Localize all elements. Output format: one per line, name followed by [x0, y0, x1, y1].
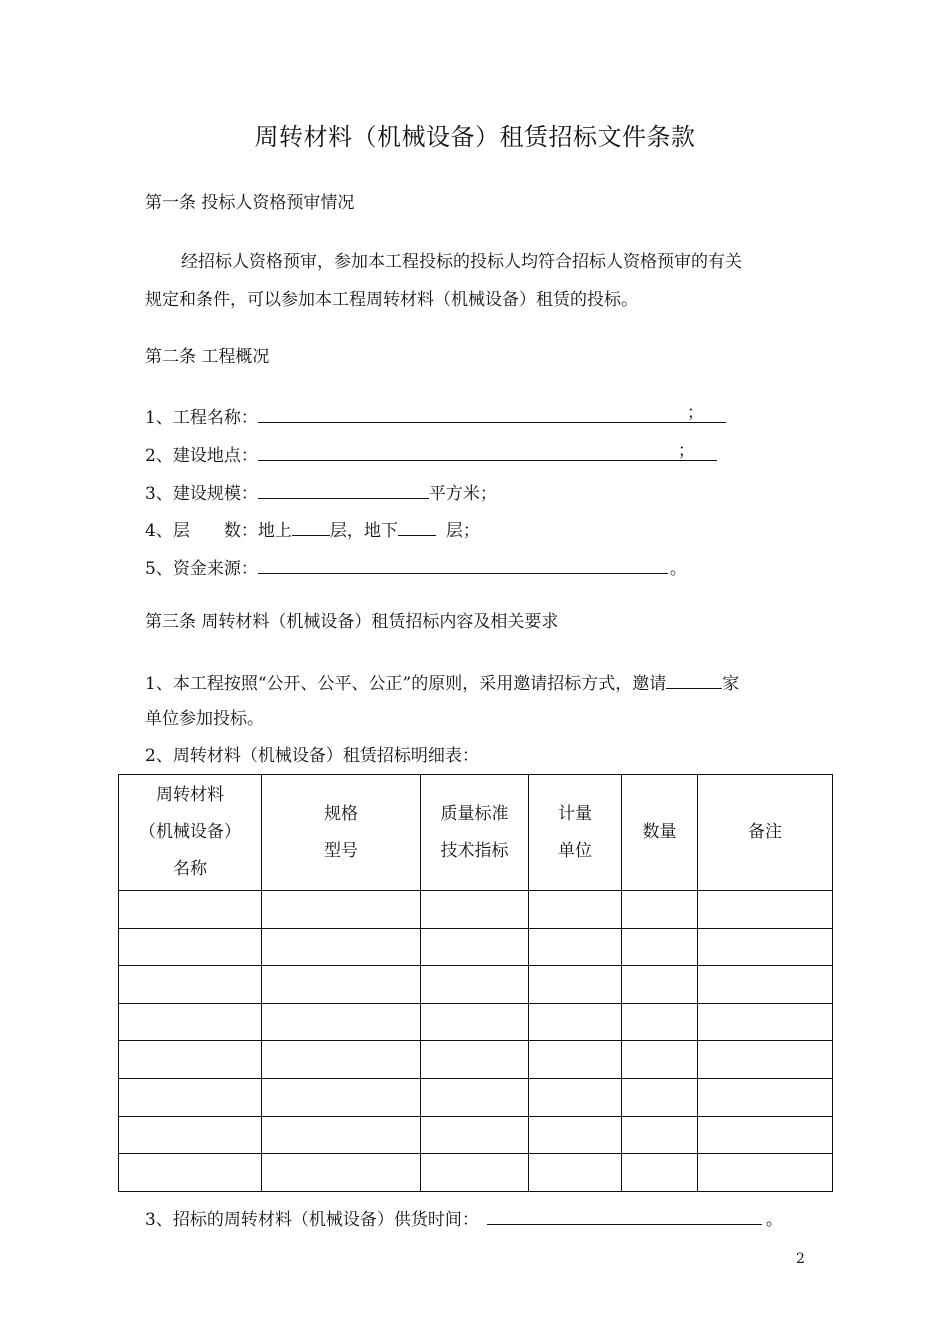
article2-heading: 第二条 工程概况 — [145, 347, 270, 367]
floors-end: 层； — [445, 521, 480, 541]
project-name-tail: ； — [686, 403, 704, 423]
site-location-line — [145, 443, 717, 466]
supply-time-blank — [487, 1207, 762, 1225]
header-name-line3: 名称 — [173, 859, 207, 879]
table-cell[interactable] — [421, 966, 529, 1004]
table-row — [119, 1041, 833, 1079]
header-quality-line2: 技术指标 — [440, 840, 509, 861]
table-cell[interactable] — [529, 966, 622, 1004]
table-cell[interactable] — [698, 928, 833, 966]
table-cell[interactable] — [698, 1116, 833, 1154]
table-cell[interactable] — [421, 1041, 529, 1079]
floors-mid: 层，地下 — [329, 521, 398, 541]
header-unit-line1: 计量 — [558, 803, 592, 824]
floors-above-blank — [292, 518, 330, 536]
table-cell[interactable] — [119, 1154, 262, 1192]
supply-time-end: 。 — [765, 1210, 783, 1230]
table-cell[interactable] — [119, 1003, 262, 1041]
table-cell[interactable] — [622, 1041, 698, 1079]
header-name — [119, 775, 262, 891]
table-cell[interactable] — [262, 966, 421, 1004]
table-cell[interactable] — [421, 891, 529, 929]
table-row — [119, 928, 833, 966]
table-cell[interactable] — [262, 891, 421, 929]
table-cell[interactable] — [421, 928, 529, 966]
site-location-tail: ； — [677, 441, 695, 461]
table-cell[interactable] — [262, 1041, 421, 1079]
floors-below-blank — [398, 518, 436, 536]
site-location-blank — [258, 443, 717, 461]
header-quality-line1: 质量标准 — [440, 803, 509, 824]
header-spec-line1: 规格 — [324, 803, 358, 824]
table-cell[interactable] — [622, 966, 698, 1004]
document-title: 周转材料（机械设备）租赁招标文件条款 — [254, 123, 696, 151]
table-cell[interactable] — [529, 928, 622, 966]
table-row — [119, 891, 833, 929]
table-row — [119, 1003, 833, 1041]
scale-label: 3、建设规模： — [145, 484, 258, 504]
table-cell[interactable] — [529, 1078, 622, 1116]
table-cell[interactable] — [262, 1078, 421, 1116]
funding-end: 。 — [669, 559, 687, 579]
table-cell[interactable] — [698, 891, 833, 929]
table-row — [119, 966, 833, 1004]
scale-blank — [258, 481, 429, 499]
table-cell[interactable] — [262, 1154, 421, 1192]
site-location-label: 2、建设地点： — [145, 446, 258, 466]
article1-paragraph-line2: 规定和条件，可以参加本工程周转材料（机械设备）租赁的投标。 — [145, 290, 638, 310]
table-row — [119, 1116, 833, 1154]
invitation-text: 1、本工程按照“公开、公平、公正”的原则，采用邀请招标方式，邀请 — [145, 674, 667, 694]
funding-label: 5、资金来源： — [145, 559, 258, 579]
header-quality — [421, 775, 529, 891]
table-cell[interactable] — [529, 1154, 622, 1192]
project-name-blank — [258, 405, 726, 423]
floors-line — [145, 518, 480, 541]
funding-line — [145, 556, 687, 579]
table-cell[interactable] — [421, 1116, 529, 1154]
table-cell[interactable] — [622, 891, 698, 929]
table-cell[interactable] — [262, 1116, 421, 1154]
table-cell[interactable] — [262, 928, 421, 966]
table-cell[interactable] — [119, 966, 262, 1004]
table-cell[interactable] — [698, 966, 833, 1004]
table-cell[interactable] — [622, 1078, 698, 1116]
table-cell[interactable] — [622, 1154, 698, 1192]
invitation-count-blank — [666, 671, 722, 689]
table-cell[interactable] — [698, 1154, 833, 1192]
header-spec — [262, 775, 421, 891]
table-cell[interactable] — [421, 1154, 529, 1192]
table-row — [119, 1078, 833, 1116]
header-unit — [529, 775, 622, 891]
table-cell[interactable] — [529, 891, 622, 929]
table-cell[interactable] — [119, 928, 262, 966]
header-name-line1: 周转材料 — [156, 785, 224, 805]
supply-time-label: 3、招标的周转材料（机械设备）供货时间： — [145, 1210, 479, 1230]
header-remark: 备注 — [698, 775, 833, 891]
table-cell[interactable] — [698, 1003, 833, 1041]
header-name-line2: （机械设备） — [139, 822, 241, 842]
article3-heading: 第三条 周转材料（机械设备）租赁招标内容及相关要求 — [145, 612, 559, 632]
table-cell[interactable] — [421, 1003, 529, 1041]
project-name-line — [145, 405, 726, 428]
invitation-line1 — [145, 671, 739, 694]
funding-blank — [258, 556, 668, 574]
header-unit-line2: 单位 — [558, 840, 592, 861]
table-cell[interactable] — [622, 1003, 698, 1041]
header-spec-line2: 型号 — [324, 840, 358, 861]
project-name-label: 1、工程名称： — [145, 408, 258, 428]
table-caption: 2、周转材料（机械设备）租赁招标明细表： — [145, 746, 479, 766]
table-cell[interactable] — [622, 1116, 698, 1154]
table-cell[interactable] — [119, 1041, 262, 1079]
table-cell[interactable] — [119, 891, 262, 929]
article1-paragraph-line1: 经招标人资格预审，参加本工程投标的投标人均符合招标人资格预审的有关 — [181, 252, 742, 272]
invitation-line2: 单位参加投标。 — [145, 709, 264, 729]
article1-heading: 第一条 投标人资格预审情况 — [145, 193, 355, 213]
page-number: 2 — [796, 1251, 805, 1267]
table-cell[interactable] — [119, 1116, 262, 1154]
table-cell[interactable] — [529, 1041, 622, 1079]
invitation-unit: 家 — [722, 674, 740, 694]
table-cell[interactable] — [698, 1041, 833, 1079]
table-cell[interactable] — [698, 1078, 833, 1116]
table-cell[interactable] — [529, 1116, 622, 1154]
scale-line — [145, 481, 497, 504]
table-cell[interactable] — [622, 928, 698, 966]
scale-unit: 平方米； — [428, 484, 497, 504]
rental-detail-table — [118, 774, 833, 1192]
table-cell[interactable] — [421, 1078, 529, 1116]
header-quantity: 数量 — [622, 775, 698, 891]
table-cell[interactable] — [262, 1003, 421, 1041]
table-cell[interactable] — [119, 1078, 262, 1116]
table-row — [119, 1154, 833, 1192]
table-header-row — [119, 775, 833, 891]
table-cell[interactable] — [529, 1003, 622, 1041]
floors-label: 4、层 数：地上 — [145, 521, 292, 541]
supply-time-line — [145, 1207, 783, 1230]
